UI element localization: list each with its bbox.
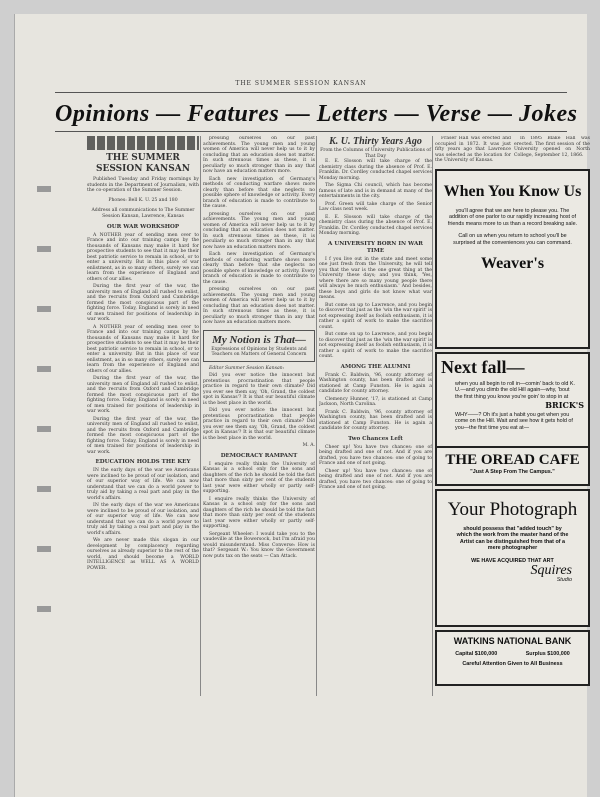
editor-line: Editor Summer Session Kansan: [209, 365, 285, 371]
article-paragraph: During the first year of the war, the university men of England all rushed to enlist, and the recruits from Oxford and Cambridge formed the most conspicuous part of the fighting force. Today, England is sorely in need of men trained for positions of leadership in war work. [87, 284, 199, 323]
column-rule [316, 136, 317, 696]
article-paragraph: Each new investigation of Germany's methods of conducting warfare shows more clearly than before that she neglects no possible sphere of knowledge or activity. Every branch of education is made to contribute to the cause. [203, 252, 315, 285]
article-paragraph: But come on up to Lawrence, and you begin to discover that just as the 'win the war spirit' is not expressing itself as foolish enthusiasm, it is rather a spirit of work to make the sacrifice count. [319, 332, 432, 359]
verse-paragraph: Cheer up! You have two chances: one of being drafted and one of not. And if you are drafted, you have two chances: one of going to France and one of not going. [319, 444, 432, 466]
ad-watkins-title: WATKINS NATIONAL BANK [453, 635, 572, 646]
joke-paragraph: Sergeant Wheeler: I would take you to the vaudeville at the Bowersock, but I'm afraid you would misunderstand. Miss Converse: How is that? Sergeant W.: You know the Government now puts tax on the seats — Can Attack. [203, 531, 315, 559]
opinion-box-title: My Notion is That— [212, 333, 306, 346]
phone-line: Phones: Bell K. U. 25 and 180 [108, 198, 178, 204]
ad-squires-studio [435, 489, 590, 627]
column-ads [435, 136, 590, 796]
masthead-text: Published Tuesday and Friday mornings by students in the Department of Journalism, with the co-operation of the Summer Session. [87, 177, 199, 193]
running-head: THE SUMMER SESSION KANSAN [235, 80, 367, 87]
ad-oread-cafe [435, 448, 590, 486]
ad-watkins-figures [441, 651, 584, 658]
article-paragraph: During the first year of the war, the university men of England all rushed to enlist, and the recruits from Oxford and Cambridge formed the most conspicuous part of the fighting force. Today, England is sorely in need of men trained for positions of leadership in war work. [87, 376, 199, 415]
masthead: THE SUMMER SESSION KANSAN [96, 153, 190, 174]
ad-watkins-capital: Capital $100,000 [455, 650, 498, 657]
ad-squires-body: should possess that "added touch" by which the work from the master hand of the Artist can be distinguished from that of a mere photographer [456, 525, 569, 552]
headline: DEMOCRACY RAMPANT [220, 452, 298, 459]
opinion-box-subtitle: Expressions of Opinions by Students and Teachers on Matters of General Concern [211, 346, 307, 357]
column-history [319, 136, 432, 698]
history-paragraph: Prof. Green will take charge of the Senior Law class next week. [319, 201, 432, 212]
article-paragraph: IN the early days of the war we Americans were inclined to be proud of our isolation, and of our superior way of life. We can now understand that we can do a world power to truly aid by taking a real part and play in the world's affairs. [87, 468, 199, 501]
opinion-box [203, 330, 315, 362]
address-line: Address all communications to The Summer Session Kansan, Lawrence, Kansas [91, 208, 195, 219]
article-paragraph: pressing ourselves on our past achievements. The young men and young women of America will never help us to it by concluding that an education does not matter. In such strenuous times as these, it is peculiarly so much stronger than in any that now have an education matters more. [203, 211, 315, 250]
ad-weavers-title: When You Know Us [443, 182, 582, 200]
facts-left: Fraser Hall was erected and occupied in 1872. It was just fifty years ago that Lawrence was selected as the location for the University of Kansas. [435, 136, 511, 163]
history-paragraph: E. E. Slosson will take charge of the chemistry class during the absence of Prof. E. Franklin. Dr. Cordley conducted chapel services Monday morning. [319, 159, 432, 181]
ad-oread-title: THE OREAD CAFE [445, 451, 580, 468]
binding-edge [37, 134, 51, 654]
ad-watkins-tagline: Careful Attention Given to All Business [462, 661, 563, 668]
facts-right: In 1895 Blake Hall was erected. The first session of the University opened on North College, September 12, 1866. [514, 136, 590, 158]
ad-oread-sub: "Just A Step From The Campus." [470, 468, 555, 475]
article-paragraph: pressing ourselves on our past achievements. The young men and young women of America will never help us to it by concluding that an education does not matter. In such strenuous times as these, it is peculiarly so much stronger than in any that now have an education matters more. [203, 136, 315, 174]
verse-paragraph: Cheer up! You have two chances: one of being drafted and one of not. And if you are drafted, you have two chances: one of going to France and one of not going. [319, 468, 432, 490]
ad-squires-signature [441, 563, 572, 583]
headline: A UNIVERSITY BORN IN WAR TIME [328, 240, 423, 254]
column-rule [432, 136, 433, 696]
column-editorial [87, 136, 199, 698]
article-paragraph: A NOTHER year of sending men over to France and into our training camps by the thousands of Kansans may make it hard for prospective students to see that it may be their best patriotic service to remain in school, or to enter a university. But in this place of war enlistment, as in so many others, surely we can learn from the experience of England and others of our allies. [87, 324, 199, 374]
facts-row [435, 136, 590, 166]
headline: OUR WAR WORKSHOP [106, 223, 180, 230]
flags-icon [87, 136, 199, 150]
article-paragraph: A NOTHER year of sending men over to France and into our training camps by the thousands of Kansans may make it hard for prospective students to see that it may be their best patriotic service to remain in school, or to enter a university. But in this place of war enlistment, as in so many others, surely we can learn from the experience of England and others of our allies. [87, 232, 199, 282]
alumni-paragraph: Clemency Hunner, '17, is stationed at Camp Jackson, North Carolina. [319, 396, 432, 407]
alumni-paragraph: Frank C. Baldwin, '96, county attorney of Washington county, has been drafted and is stationed at Camp Funston. He is again a candidate for county attorney. [319, 372, 432, 394]
history-paragraph: The Sigma Chi council, which has become famous of late and is in demand at many of the entertainments in the city. [319, 183, 432, 199]
section-banner: Opinions — Features — Letters — Verse — Jokes [55, 101, 578, 127]
headline: AMONG THE ALUMNI [340, 363, 411, 370]
ad-bricks-title: Next fall— [441, 356, 525, 377]
ad-squires-sign2: Studio [556, 576, 572, 583]
ad-bricks-sign: BRICK'S [545, 400, 584, 411]
letter-signature: M. A. [302, 443, 315, 448]
letter-paragraph: Did you ever notice the innocent but pretentious procrastination that people practice in regard to their own climate? Did you ever see them say, 'Oh, Grand, the coldest spot in Kansas'? It is that our beautiful climate is the best place in the world. [203, 373, 315, 406]
article-paragraph: IN the early days of the war we Americans were inclined to be proud of our isolation, and of our superior way of life. We can now understand that we can do a world power to truly aid by taking a real part and play in the world's affairs. [87, 503, 199, 536]
ad-watkins-surplus: Surplus $100,000 [525, 650, 570, 657]
ad-weavers-sign: Weaver's [480, 255, 545, 273]
headline: Two Chances Left [348, 435, 403, 442]
column-opinions [203, 136, 315, 698]
ad-weavers [435, 169, 590, 349]
article-paragraph: During the first year of the war, the university men of England all rushed to enlist, and the recruits from Oxford and Cambridge formed the most conspicuous part of the fighting force. Today, England is sorely in need of men trained for positions of leadership in war work. [87, 416, 199, 455]
article-paragraph: I f you live out in the state and meet some one just fresh from the University, he will tell you that the war is the one great thing at the University these days; and you think, 'Yes, where there are so many young people there will always be much enthusiasm.' And besides, these boys and girls do not know what war means. [319, 256, 432, 300]
article-paragraph: I enquire really thinks the University of Kansas is a school only for the sons and daughters of the rich he should be told the fact that more than sixty per cent of the students last year were either wholly or partly self-supporting. [203, 496, 315, 529]
ad-bricks [435, 352, 590, 448]
ad-watkins-bank [435, 630, 590, 686]
article-paragraph: But come on up to Lawrence, and you begin to discover that just as the 'win the war spirit' is not expressing itself as foolish enthusiasm, it is rather a spirit of work to make the sacrifice count. [319, 302, 432, 330]
ad-bricks-body: when you all begin to roll in—comin' back to old K. U.—and you climb the old Hill again—why, 'bout the first thing you know you're goin' to stop in at [455, 380, 575, 400]
alumni-paragraph: Frank C. Baldwin, '96, county attorney of Washington county, has been drafted and is stationed at Camp Funston. He is again a candidate for county attorney. [319, 409, 432, 431]
ad-weavers-body2: Call on us when you return to school you'll be surprised at the conveniences you can command. [453, 233, 572, 246]
ad-squires-title: Your Photograph [447, 498, 578, 520]
article-paragraph: Each new investigation of Germany's methods of conducting warfare shows more clearly than before that she neglects no possible sphere of knowledge or activity. Every branch of education is made to contribute to the cause. [203, 176, 315, 209]
article-paragraph: I enquire really thinks the University of Kansas is a school only for the sons and daughters of the rich he should be told the fact that more than sixty per cent of the students last year were either wholly or partly self-supporting. [203, 461, 315, 494]
banner-rule [55, 131, 567, 132]
top-rule [55, 92, 567, 93]
ad-bricks-body2: WHY——? Oh it's just a habit you get when you come on the Hill. Wait and see how it gets hold of you—the first time you eat at— [455, 411, 573, 431]
ad-squires-body2: WE HAVE ACQUIRED THAT ART [471, 557, 554, 564]
ad-squires-sign: Squires [530, 563, 572, 579]
letter-paragraph: Did you ever notice the innocent but pretentious procrastination that people practice in regard to their own climate? Did you ever see them say, 'Oh, Grand, the coldest spot in Kansas'? It is that our beautiful climate is the best place in the world. [203, 408, 315, 441]
history-subtitle: From the Columns of University Publications of That Day [320, 148, 431, 159]
newspaper-page [14, 14, 590, 797]
column-rule [200, 136, 201, 696]
history-paragraph: E. E. Slosson will take charge of the chemistry class during the absence of Prof. E. Franklin. Dr. Cordley conducted chapel services Monday morning. [319, 214, 432, 236]
article-paragraph: We are never made this slogan in our development by complacency regarding ourselves as already superior to the rest of the world, and should become a WORLD INTELLIGENCE as WELL AS A WORLD POWER. [87, 538, 199, 571]
article-paragraph: pressing ourselves on our past achievements. The young men and young women of America will never help us to it by concluding that an education does not matter. In such strenuous times as these, it is peculiarly so much stronger than in any that now have an education matters more. [203, 287, 315, 325]
history-title: K. U. Thirty Years Ago [329, 136, 422, 147]
headline: EDUCATION HOLDS THE KEY [95, 459, 191, 466]
ad-weavers-body: you'll agree that we are here to please you. The addition of one parlor to our rapidly increasing host of friends means more to us than a record breaking sale. [447, 207, 578, 227]
